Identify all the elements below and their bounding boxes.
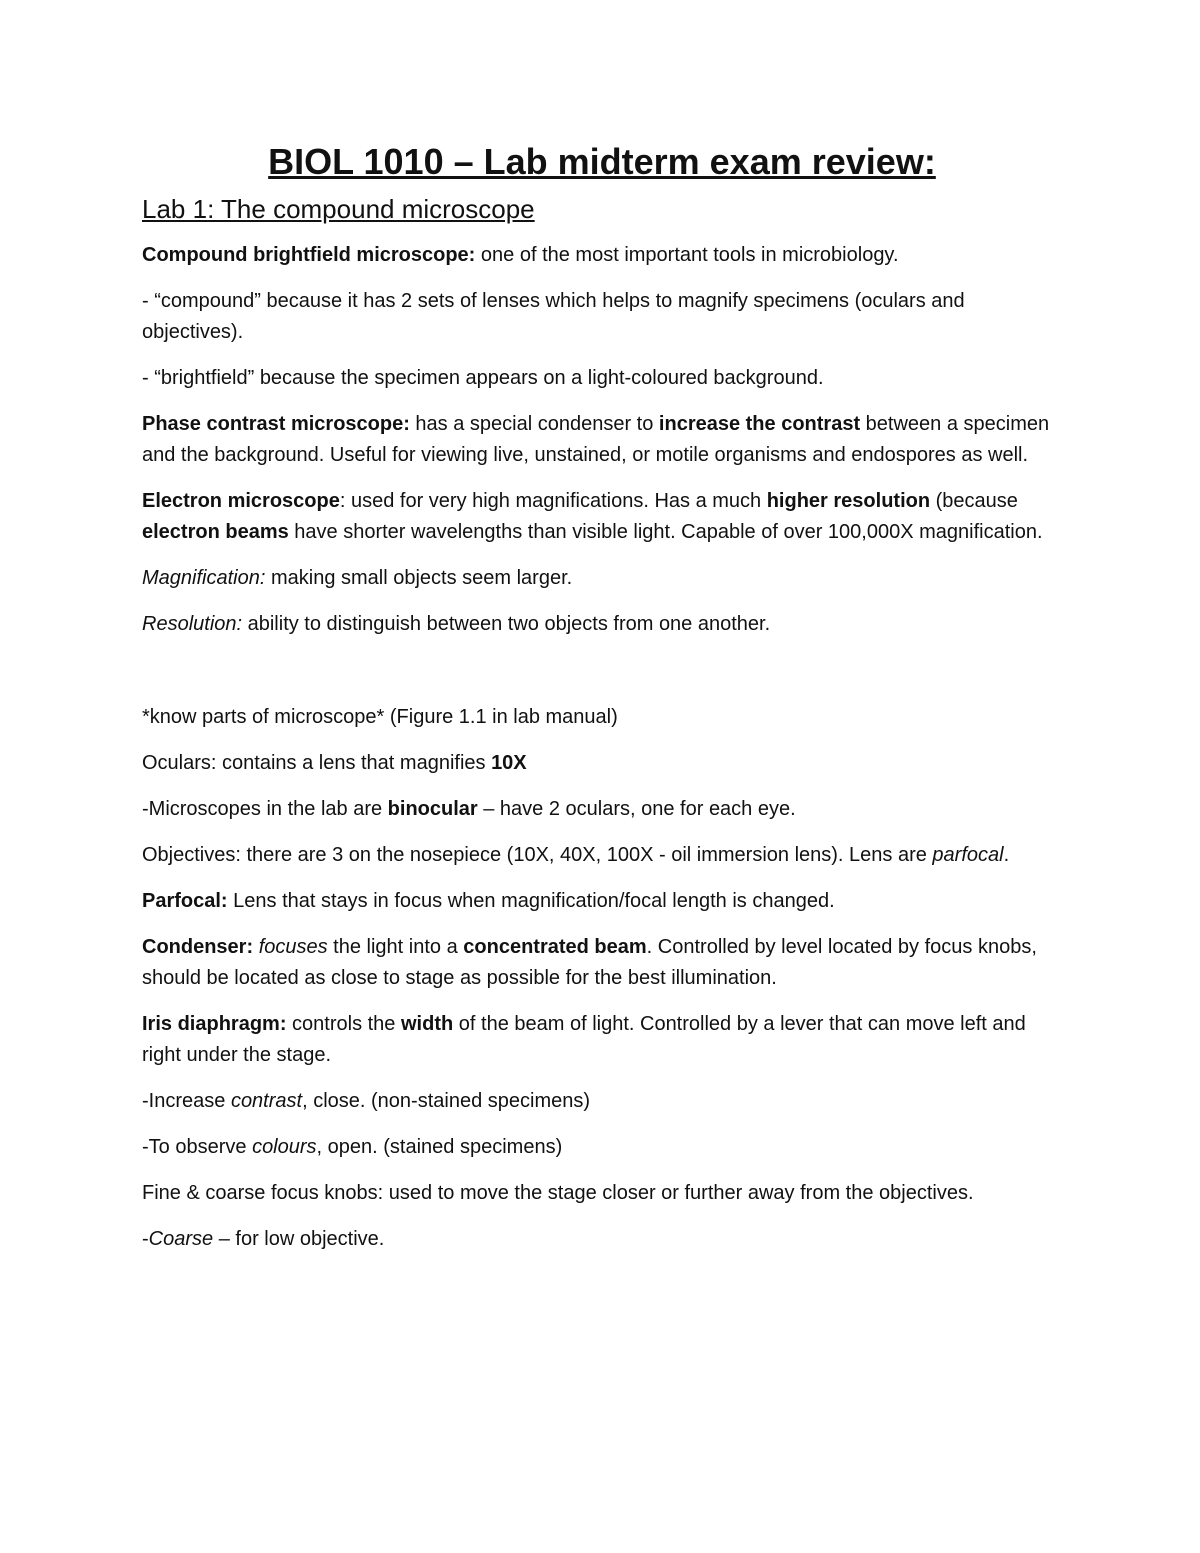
paragraph-electron-microscope xyxy=(142,486,1062,548)
text: Oculars: contains a lens that magnifies xyxy=(142,752,492,774)
text: : used for very high magnifications. Has a much xyxy=(339,490,767,512)
emphasis: higher resolution xyxy=(766,490,931,512)
text: have shorter wavelengths than visible light. Capable of over 100,000X magnification. xyxy=(288,521,1043,543)
term: Electron microscope xyxy=(142,490,340,512)
term: Compound brightfield microscope: xyxy=(142,244,476,266)
term: Parfocal: xyxy=(142,890,228,912)
document-page xyxy=(142,140,1062,1270)
paragraph-parfocal xyxy=(142,886,1062,917)
emphasis: contrast xyxy=(230,1090,303,1112)
term: Iris diaphragm: xyxy=(142,1013,287,1035)
paragraph-compound-brightfield xyxy=(142,240,1062,271)
paragraph-phase-contrast xyxy=(142,409,1062,471)
text: making small objects seem larger. xyxy=(265,567,573,589)
text: between a specimen and the background. Useful for viewing live, unstained, or motile organisms and endospores as well. xyxy=(142,413,1050,466)
paragraph-binocular xyxy=(142,794,1062,825)
emphasis: 10X xyxy=(491,752,527,774)
text: -Increase xyxy=(142,1090,231,1112)
paragraph-observe-colours xyxy=(142,1132,1062,1163)
emphasis: binocular xyxy=(387,798,478,820)
text: , open. (stained specimens) xyxy=(316,1136,563,1158)
text: - xyxy=(142,1228,149,1250)
text: of the beam of light. Controlled by a lever that can move left and right under the stage. xyxy=(142,1013,1026,1066)
text: – have 2 oculars, one for each eye. xyxy=(477,798,796,820)
paragraph-objectives xyxy=(142,840,1062,871)
emphasis: electron beams xyxy=(142,521,289,543)
text: . xyxy=(1003,844,1010,866)
paragraph-condenser xyxy=(142,932,1062,994)
emphasis: width xyxy=(401,1013,454,1035)
emphasis: colours xyxy=(252,1136,317,1158)
term: Magnification: xyxy=(142,567,266,589)
text: Objectives: there are 3 on the nosepiece (10X, 40X, 100X - oil immersion lens). Lens are xyxy=(142,844,933,866)
paragraph-focus-knobs: Fine & coarse focus knobs: used to move the stage closer or further away from the objectives. xyxy=(142,1182,974,1204)
text: -To observe xyxy=(142,1136,253,1158)
term: Condenser: xyxy=(142,936,254,958)
paragraph-brightfield-note: - “brightfield” because the specimen appears on a light-coloured background. xyxy=(142,367,824,389)
text: . Controlled by level located by focus knobs, should be located as close to stage as possible for the best illumination. xyxy=(142,936,1037,989)
text: ability to distinguish between two objects from one another. xyxy=(242,613,771,635)
paragraph-increase-contrast xyxy=(142,1086,1062,1117)
emphasis: Coarse xyxy=(148,1228,214,1250)
text: has a special condenser to xyxy=(409,413,659,435)
text: Lens that stays in focus when magnification/focal length is changed. xyxy=(227,890,835,912)
paragraph-coarse xyxy=(142,1224,1062,1255)
emphasis: concentrated beam xyxy=(463,936,647,958)
text: – for low objective. xyxy=(213,1228,385,1250)
text: controls the xyxy=(286,1013,401,1035)
term: Phase contrast microscope: xyxy=(142,413,410,435)
paragraph-compound-note: - “compound” because it has 2 sets of lenses which helps to magnify specimens (oculars and objectives). xyxy=(142,290,965,343)
text: one of the most important tools in microbiology. xyxy=(475,244,899,266)
spacer xyxy=(142,655,1062,702)
term: Resolution: xyxy=(142,613,243,635)
emphasis: increase the contrast xyxy=(658,413,861,435)
section-heading: Lab 1: The compound microscope xyxy=(142,194,535,224)
paragraph-iris-diaphragm xyxy=(142,1009,1062,1071)
paragraph-know-parts: *know parts of microscope* (Figure 1.1 in lab manual) xyxy=(142,706,618,728)
page-title: BIOL 1010 – Lab midterm exam review: xyxy=(268,141,936,182)
emphasis: parfocal xyxy=(932,844,1004,866)
paragraph-magnification xyxy=(142,563,1062,594)
text: , close. (non-stained specimens) xyxy=(302,1090,591,1112)
emphasis: focuses xyxy=(258,936,328,958)
text: the light into a xyxy=(327,936,464,958)
text: -Microscopes in the lab are xyxy=(142,798,388,820)
paragraph-oculars xyxy=(142,748,1062,779)
paragraph-resolution xyxy=(142,609,1062,640)
text: (because xyxy=(930,490,1018,512)
